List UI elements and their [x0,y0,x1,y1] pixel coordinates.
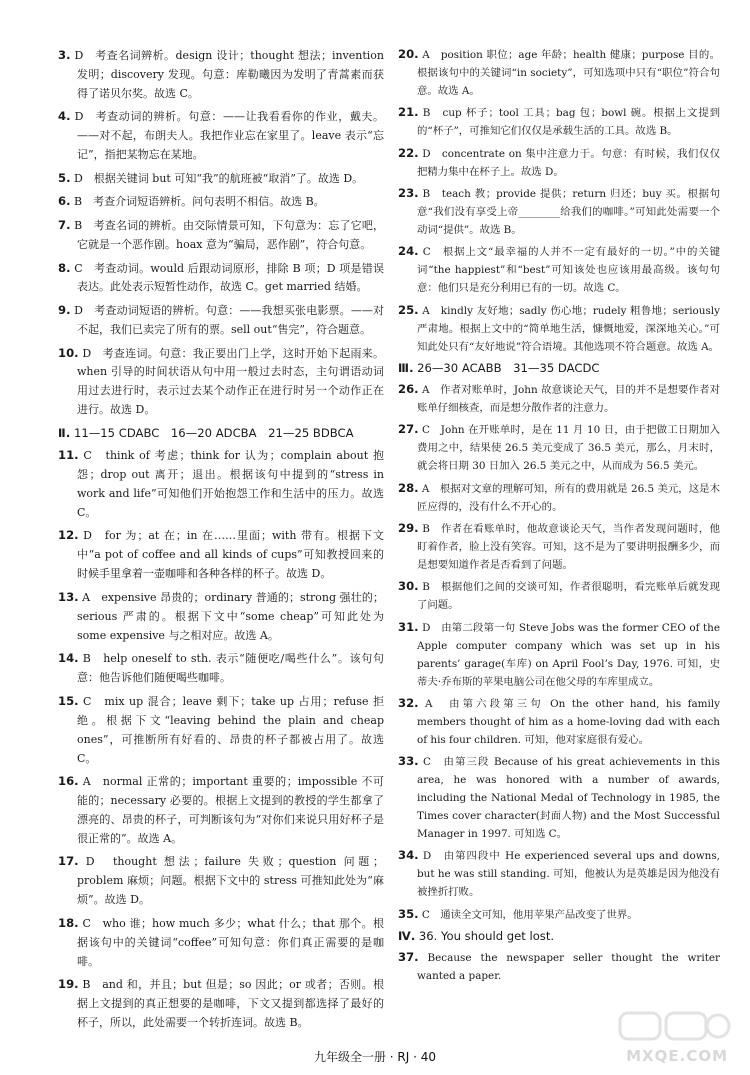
question-number: 5. [58,170,71,185]
answer-explanation: A 由第六段第三句 On the other hand, his family members thought of him as a home-loving dad with each of his four children. 可知，他对家庭很有爱心。 [417,698,721,746]
answer-item [398,906,720,925]
answer-explanation: B 考查介词短语辨析。问句表明不相信。故选 B。 [73,195,325,209]
answer-item [398,480,720,517]
answer-explanation: Because the newspaper seller thought the writer wanted a paper. [417,952,720,983]
answer-explanation: D 根据关键词 but 可知“我”的航班被“取消”了。故选 D。 [73,171,364,185]
question-number: 24. [398,244,419,259]
answer-item [58,46,384,104]
answer-item [398,381,720,418]
answer-explanation: C think of 考虑；think for 认为；complain about 抱怨；drop out 离开；退出。根据该句中提到的“stress in work and life”可知他们开始抱怨工作和生活中的压力。故选 C。 [77,448,384,519]
question-number: 10. [58,345,79,360]
question-number: 4. [58,109,71,124]
watermark-logo [614,1009,732,1067]
question-number: 18. [58,915,79,930]
question-number: 9. [58,303,71,317]
question-number: 30. [398,579,419,594]
answer-item [58,772,384,849]
answer-explanation: B 考查名词的辨析。由交际情景可知，下句意为：忘了它吧，它就是一个恶作剧。hoax 意为“骗局，恶作剧”，符合句意。 [74,219,384,251]
answer-explanation: B teach 教；provide 提供；return 归还；buy 买。根据句意“我们没有享受上帝________给我们的咖啡。”可知此处需要一个动词“提供”。故选 B。 [417,188,720,236]
answer-explanation: B and 和，并且；but 但是；so 因此；or 或者；否则。根据上文提到的真正想要的是咖啡，下文又提到都选择了最好的杯子，所以，此处需要一个转折连词。故选 B。 [77,978,384,1030]
answer-explanation: C 通读全文可知，他用苹果产品改变了世界。 [421,908,638,921]
section-label: Ⅲ. [398,361,414,376]
section-answers: 11—15 CDABC 16—20 ADCBA 21—25 BDBCA [73,425,354,440]
question-number: 19. [58,977,79,992]
answer-item [58,649,384,688]
answer-item [58,446,384,523]
answer-explanation: A 作者对账单时，John 故意谈论天气，目的并不是想要作者对账单仔细核查，而是想分散作者的注意力。 [417,383,721,414]
section-answer-key [58,424,384,444]
answer-item [58,344,384,421]
answer-item [398,619,720,692]
question-number: 28. [398,480,419,495]
answer-column-left [58,46,384,1037]
answer-explanation: A normal 正常的；important 重要的；impossible 不可能的；necessary 必要的。根据上文提到的教授的学生都拿了漂亮的、昂贵的杯子，可判断该句为“对你们来说只用好杯子是很正常的”。故选 A。 [77,775,385,845]
question-number: 7. [58,218,71,232]
question-number: 13. [58,589,79,604]
answer-item [398,421,720,476]
answer-item [58,588,384,646]
question-number: 8. [58,260,71,275]
answer-explanation: B 根据他们之间的交谈可知，作者很聪明，看完账单后就发现了问题。 [417,581,720,612]
answer-item [58,526,384,584]
answer-explanation: D 由第二段第一句 Steve Jobs was the former CEO of the Apple computer company which was set up in his parents’ garage(车库) on April Fool’s Day, 1976. 可知，史蒂夫·乔布斯的苹果电脑公司在他父母的车库里成立。 [417,621,720,688]
answer-item [398,104,720,141]
question-number: 32. [398,696,419,711]
answer-item [58,301,384,340]
answer-item [398,695,720,750]
question-number: 31. [398,619,419,634]
answer-explanation: D 考查连词。句意：我正要出门上学，这时开始下起雨来。when 引导的时间状语从句中用一般过去时态，主句谓语动词用过去进行时，表示过去某个动作正在进行时另一个动作正在进行。故选 D。 [77,346,384,417]
answer-item [58,914,384,972]
answer-item [398,185,720,240]
page-footer: 九年级全一册 · RJ · 40 [313,1050,437,1064]
answer-item [398,949,720,986]
answer-explanation: B help oneself to sth. 表示“随便吃/喝些什么”。该句句意：他告诉他们随便喝些咖啡。 [77,652,384,685]
section-answers: 36. You should get lost. [418,929,555,944]
question-number: 20. [398,47,419,61]
answer-item [398,46,720,101]
question-number: 17. [58,854,79,869]
answer-item [398,847,720,902]
question-number: 14. [58,651,79,666]
answer-item [58,975,384,1033]
answer-explanation: D for 为；at 在；in 在……里面；with 带有。根据下文中“a pot of coffee and all kinds of cups”可知教授回来的时候手里拿着一壶咖啡和各种各样的杯子。故选 D。 [77,529,385,581]
answer-explanation: A kindly 友好地；sadly 伤心地；rudely 粗鲁地；seriously 严肃地。根据上文中的“简单地生活，慷慨地爱，深深地关心。”可知此处只有“友好地说”符合语境。其他选项不符合题意。故选 A。 [417,304,720,353]
question-number: 11. [58,447,79,462]
answer-explanation: D 考查动词的辨析。句意：——让我看看你的作业，戴夫。——对不起，布朗夫人。我把作业忘在家里了。leave 表示“忘记”，指把某物忘在某地。 [74,110,384,162]
watermark-text: MXQE.COM [626,1047,728,1065]
section-label: Ⅱ. [58,425,71,440]
answer-explanation: D thought 想法；failure 失败；question 问题；problem 麻烦；问题。根据下文中的 stress 可推知此处为“麻烦”。故选 D。 [77,855,384,907]
answer-explanation: C mix up 混合；leave 剩下；take up 占用；refuse 拒绝。根据下文“leaving behind the plain and cheap ones”，可推断所有好看的、昂贵的杯子都被占用了。故选 C。 [77,694,385,765]
answer-item [398,145,720,182]
answer-item [58,216,384,255]
question-number: 3. [58,48,71,62]
question-number: 22. [398,145,419,160]
answer-column-right [398,46,720,990]
question-number: 25. [398,302,419,317]
answer-item [58,259,384,298]
answer-explanation: C 由第三段 Because of his great achievements in this area, he was honored with a number of awards, including the National Medal of Technology in 1985, the Times cover character(封面人物) and the Most Successful Manager in 1997. 可知选 C。 [417,756,720,840]
answer-item [398,753,720,844]
answer-item [58,169,384,189]
answer-item [58,107,384,165]
question-number: 27. [398,422,419,437]
answer-item [398,578,720,615]
question-number: 6. [58,194,71,209]
answer-item [398,302,720,357]
answer-explanation: A expensive 昂贵的；ordinary 普通的；strong 强壮的；serious 严肃的。根据下文中“some cheap”可知此处为 some expensive 与之相对应。故选 A。 [77,590,384,642]
answer-explanation: C John 在开账单时，是在 11 月 10 日，由于把做工日期加入费用之中，结果使 26.5 美元变成了 36.5 美元，那么，月末时，就会将日期 30 日加入 26.5 美元之中，从而成为 56.5 美元。 [417,424,720,473]
question-number: 21. [398,105,419,120]
question-number: 12. [58,528,79,543]
answer-item [398,243,720,298]
answer-explanation: D concentrate on 集中注意力于。句意：有时候，我们仅仅把精力集中在杯子上。故选 D。 [417,147,720,178]
answer-item [398,520,720,575]
section-answers: 26—30 ACABB 31—35 DACDC [417,361,600,376]
answer-explanation: D 考查名词辨析。design 设计；thought 想法；invention 发明；discovery 发现。句意：库勒曦因为发明了青蒿素而获得了诺贝尔奖。故选 C。 [74,49,384,100]
section-answer-key [398,928,720,947]
section-answer-key [398,360,720,379]
answer-item [58,192,384,212]
answer-explanation: A position 职位；age 年龄；health 健康；purpose 目的。根据该句中的关键词“in society”，可知选项中只有“职位”符合句意。故选 A。 [417,49,720,97]
answer-explanation: D 由第四段中 He experienced several ups and downs, but he was still standing. 可知，他被认为是英雄是因为他没有被挫折打败。 [417,850,720,899]
question-number: 33. [398,754,419,769]
answer-item [58,852,384,910]
answer-explanation: A 根据对文章的理解可知，所有的费用就是 26.5 美元，这是木匠应得的，没有什么不开心的。 [417,482,720,513]
answer-item [58,692,384,769]
question-number: 15. [58,693,79,708]
question-number: 29. [398,521,419,536]
question-number: 34. [398,848,419,863]
answer-explanation: D 考查动词短语的辨析。句意：——我想买张电影票。——对不起，我们已卖完了所有的票。sell out“售完”，符合题意。 [74,304,385,336]
question-number: 16. [58,774,79,789]
answer-explanation: B 作者在看账单时，他故意谈论天气，当作者发现问题时，他盯着作者，脸上没有笑容。可知，这不是为了要讲明报酬多少，而是想要知道作者是否看到了问题。 [417,523,720,571]
question-number: 26. [398,381,419,396]
question-number: 37. [398,950,419,965]
answer-explanation: B cup 杯子；tool 工具；bag 包；bowl 碗。根据上文提到的“杯子”，可推知它们仅仅是承载生活的工具。故选 B。 [417,107,721,138]
answer-explanation: C who 谁；how much 多少；what 什么；that 那个。根据该句中的关键词“coffee”可知句意：你们真正需要的是咖啡。 [77,916,385,968]
question-number: 23. [398,186,419,201]
question-number: 35. [398,906,419,921]
answer-explanation: C 根据上文“最幸福的人并不一定有最好的一切。”中的关键词“the happiest”和“best”可知该处也应该用最高级。该句句意：他们只是充分利用已有的一切。故选 C。 [417,246,720,295]
answer-explanation: C 考查动词。would 后跟动词原形，排除 B 项；D 项是错误表达。此处表示短暂性动作，故选 C。get married 结婚。 [74,261,384,294]
section-label: Ⅳ. [398,929,416,944]
